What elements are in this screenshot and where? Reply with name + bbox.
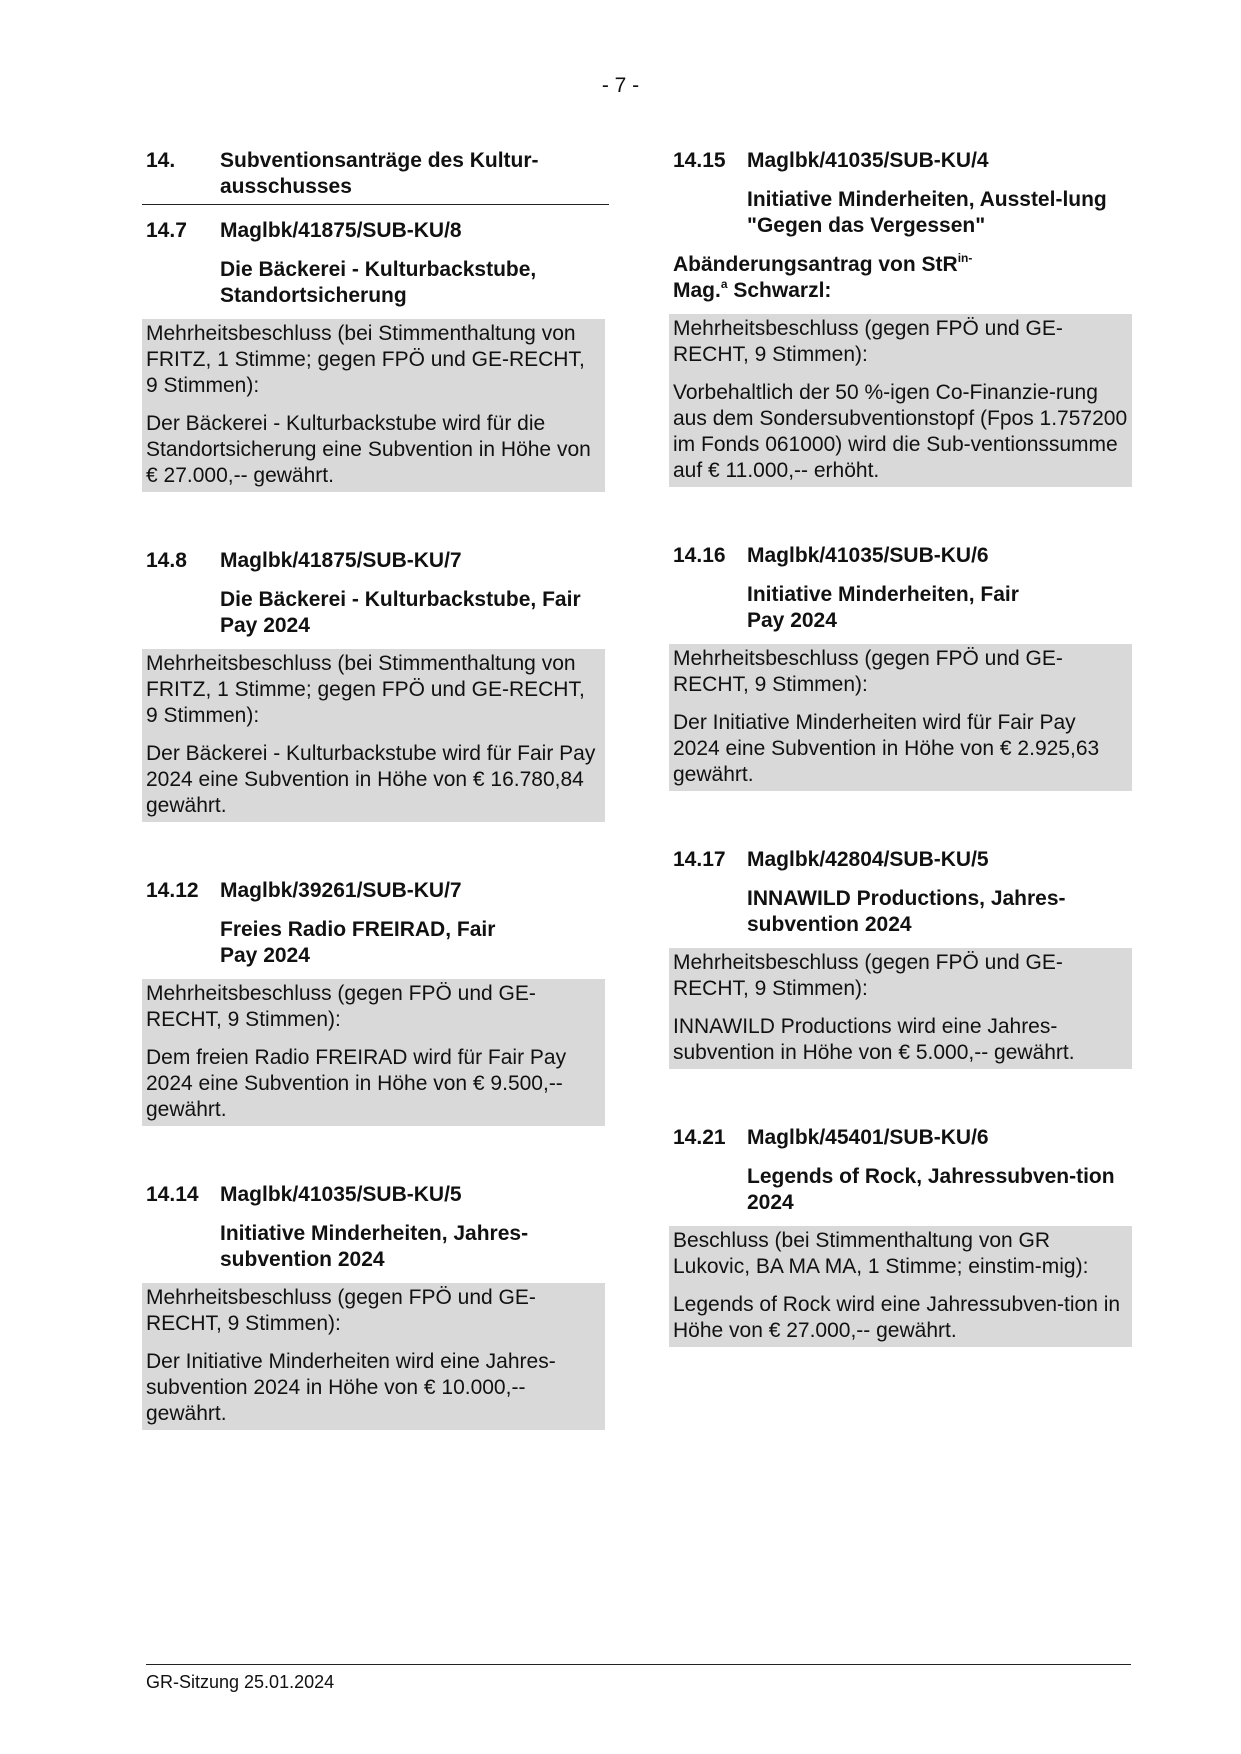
vote-result: Mehrheitsbeschluss (gegen FPÖ und GE-RECHT, 9 Stimmen): <box>673 317 1063 366</box>
item-reference: Maglbk/42804/SUB-KU/5 <box>747 848 989 871</box>
item-number: 14.8 <box>146 549 187 572</box>
footer-text: GR-Sitzung 25.01.2024 <box>146 1672 335 1692</box>
item-title: INNAWILD Productions, Jahres-subvention 2024 <box>747 887 1066 936</box>
resolution-box <box>142 319 605 492</box>
section-divider <box>142 204 609 205</box>
amendment-sup: in- <box>957 251 973 265</box>
page-number: - 7 - <box>601 74 640 97</box>
resolution-box <box>669 948 1132 1069</box>
item-reference: Maglbk/41875/SUB-KU/8 <box>220 219 462 242</box>
decision-text: Der Initiative Minderheiten wird für Fair Pay 2024 eine Subvention in Höhe von € 2.925,63 gewährt. <box>673 711 1100 786</box>
item-reference: Maglbk/41035/SUB-KU/4 <box>747 149 989 172</box>
decision-text: Der Initiative Minderheiten wird eine Jahres-subvention 2024 in Höhe von € 10.000,-- gewährt. <box>146 1350 556 1425</box>
resolution-box <box>142 649 605 822</box>
vote-result: Mehrheitsbeschluss (gegen FPÖ und GE-RECHT, 9 Stimmen): <box>673 647 1063 696</box>
item-title: Initiative Minderheiten, Ausstel-lung "Gegen das Vergessen" <box>747 188 1107 237</box>
decision-text: Vorbehaltlich der 50 %-igen Co-Finanzie-rung aus dem Sondersubventionstopf (Fpos 1.757200 im Fonds 061000) wird die Sub-ventionssumme auf € 11.000,-- erhöht. <box>673 381 1128 482</box>
agenda-item <box>146 878 605 1126</box>
item-title: Initiative Minderheiten, Fair Pay 2024 <box>747 583 1019 632</box>
footer-divider <box>146 1664 1131 1665</box>
agenda-item <box>146 548 605 822</box>
amendment-text: Schwarzl: <box>727 279 832 302</box>
item-number: 14.7 <box>146 219 187 242</box>
vote-result: Mehrheitsbeschluss (gegen FPÖ und GE-RECHT, 9 Stimmen): <box>673 951 1063 1000</box>
resolution-box <box>142 1283 605 1430</box>
vote-result: Mehrheitsbeschluss (gegen FPÖ und GE-RECHT, 9 Stimmen): <box>146 982 536 1031</box>
vote-result: Mehrheitsbeschluss (bei Stimmenthaltung von FRITZ, 1 Stimme; gegen FPÖ und GE-RECHT, 9 Stimmen): <box>146 652 585 727</box>
section-number: 14. <box>146 149 176 172</box>
item-number: 14.21 <box>673 1126 726 1149</box>
item-title: Legends of Rock, Jahressubven-tion 2024 <box>747 1165 1115 1214</box>
item-title: Freies Radio FREIRAD, Fair Pay 2024 <box>220 918 496 967</box>
resolution-box <box>669 644 1132 791</box>
section-title: Subventionsanträge des Kultur- ausschusses <box>220 149 539 198</box>
right-column <box>673 148 1132 1347</box>
agenda-item <box>673 148 1132 487</box>
resolution-box <box>669 314 1132 487</box>
item-number: 14.12 <box>146 879 199 902</box>
item-title: Die Bäckerei - Kulturbackstube, Fair Pay 2024 <box>220 588 581 637</box>
resolution-box <box>669 1226 1132 1347</box>
item-reference: Maglbk/39261/SUB-KU/7 <box>220 879 462 902</box>
item-reference: Maglbk/41035/SUB-KU/5 <box>220 1183 462 1206</box>
agenda-item <box>673 543 1132 791</box>
item-number: 14.17 <box>673 848 726 871</box>
agenda-item <box>146 1182 605 1430</box>
decision-text: INNAWILD Productions wird eine Jahres-subvention in Höhe von € 5.000,-- gewährt. <box>673 1015 1075 1064</box>
resolution-box <box>142 979 605 1126</box>
decision-text: Legends of Rock wird eine Jahressubven-tion in Höhe von € 27.000,-- gewährt. <box>673 1293 1121 1342</box>
item-title: Initiative Minderheiten, Jahres-subvention 2024 <box>220 1222 529 1271</box>
amendment-sup: a <box>720 277 728 291</box>
item-title: Die Bäckerei - Kulturbackstube, Standortsicherung <box>220 258 537 307</box>
amendment-text: Abänderungsantrag von StR <box>673 253 958 276</box>
left-column <box>146 148 605 1430</box>
vote-result: Mehrheitsbeschluss (bei Stimmenthaltung von FRITZ, 1 Stimme; gegen FPÖ und GE-RECHT, 9 Stimmen): <box>146 322 585 397</box>
agenda-item <box>673 1125 1132 1347</box>
decision-text: Der Bäckerei - Kulturbackstube wird für Fair Pay 2024 eine Subvention in Höhe von € 16.780,84 gewährt. <box>146 742 596 817</box>
decision-text: Der Bäckerei - Kulturbackstube wird für die Standortsicherung eine Subvention in Höhe von € 27.000,-- gewährt. <box>146 412 591 487</box>
amendment-text: Mag. <box>673 279 721 302</box>
agenda-item <box>673 847 1132 1069</box>
item-reference: Maglbk/41035/SUB-KU/6 <box>747 544 989 567</box>
section-heading <box>146 148 605 200</box>
decision-text: Dem freien Radio FREIRAD wird für Fair Pay 2024 eine Subvention in Höhe von € 9.500,-- gewährt. <box>146 1046 567 1121</box>
item-number: 14.15 <box>673 149 726 172</box>
amendment-heading <box>673 252 1132 304</box>
item-number: 14.16 <box>673 544 726 567</box>
vote-result: Mehrheitsbeschluss (gegen FPÖ und GE-RECHT, 9 Stimmen): <box>146 1286 536 1335</box>
vote-result: Beschluss (bei Stimmenthaltung von GR Lukovic, BA MA MA, 1 Stimme; einstim-mig): <box>673 1229 1089 1278</box>
item-reference: Maglbk/45401/SUB-KU/6 <box>747 1126 989 1149</box>
agenda-item <box>146 218 605 492</box>
item-number: 14.14 <box>146 1183 199 1206</box>
item-reference: Maglbk/41875/SUB-KU/7 <box>220 549 462 572</box>
